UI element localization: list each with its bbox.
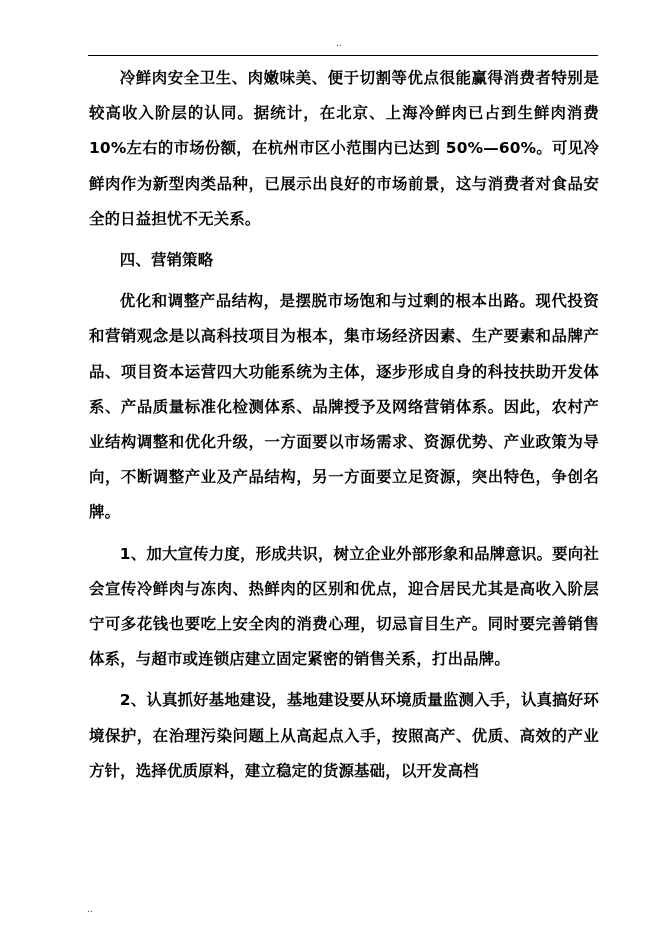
document-body: [89, 61, 599, 789]
paragraph-product-structure: 优化和调整产品结构，是摆脱市场饱和与过剩的根本出路。现代投资和营销观念是以高科技项目为根本，集市场经济因素、生产要素和品牌产品、项目资本运营四大功能系统为主体，逐步形成自身的科技扶助开发体系、产品质量标准化检测体系、品牌授予及网络营销体系。因此，农村产业结构调整和优化升级，一方面要以市场需求、资源优势、产业政策为导向，不断调整产业及产品结构，另一方面要立足资源，突出特色，争创名牌。: [89, 292, 599, 522]
footer-mark: ..: [87, 905, 93, 915]
header-rule: [88, 55, 598, 56]
paragraph-publicity: 1、加大宣传力度，形成共识，树立企业外部形象和品牌意识。要向社会宣传冷鲜肉与冻肉、热鲜肉的区别和优点，迎合居民尤其是高收入阶层宁可多花钱也要吃上安全肉的消费心理，切忌盲目生产。同时要完善销售体系，与超市或连锁店建立固定紧密的销售关系，打出品牌。: [89, 544, 599, 669]
section-heading-marketing-strategy: 四、营销策略: [119, 251, 214, 270]
paragraph-base-construction: 2、认真抓好基地建设，基地建设要从环境质量监测入手，认真搞好环境保护，在治理污染问题上从高起点入手，按照高产、优质、高效的产业方针，选择优质原料，建立稳定的货源基础，以开发高档: [89, 691, 599, 780]
header-mark: ..: [336, 39, 342, 49]
paragraph-cold-fresh-meat: 冷鲜肉安全卫生、肉嫩味美、便于切割等优点很能赢得消费者特别是较高收入阶层的认同。据统计，在北京、上海冷鲜肉已占到生鲜肉消费 10%左右的市场份额，在杭州市区小范围内已达到 50%—60%。可见冷鲜肉作为新型肉类品种，已展示出良好的市场前景，这与消费者对食品安全的日益担忧不无关系。: [89, 69, 599, 228]
